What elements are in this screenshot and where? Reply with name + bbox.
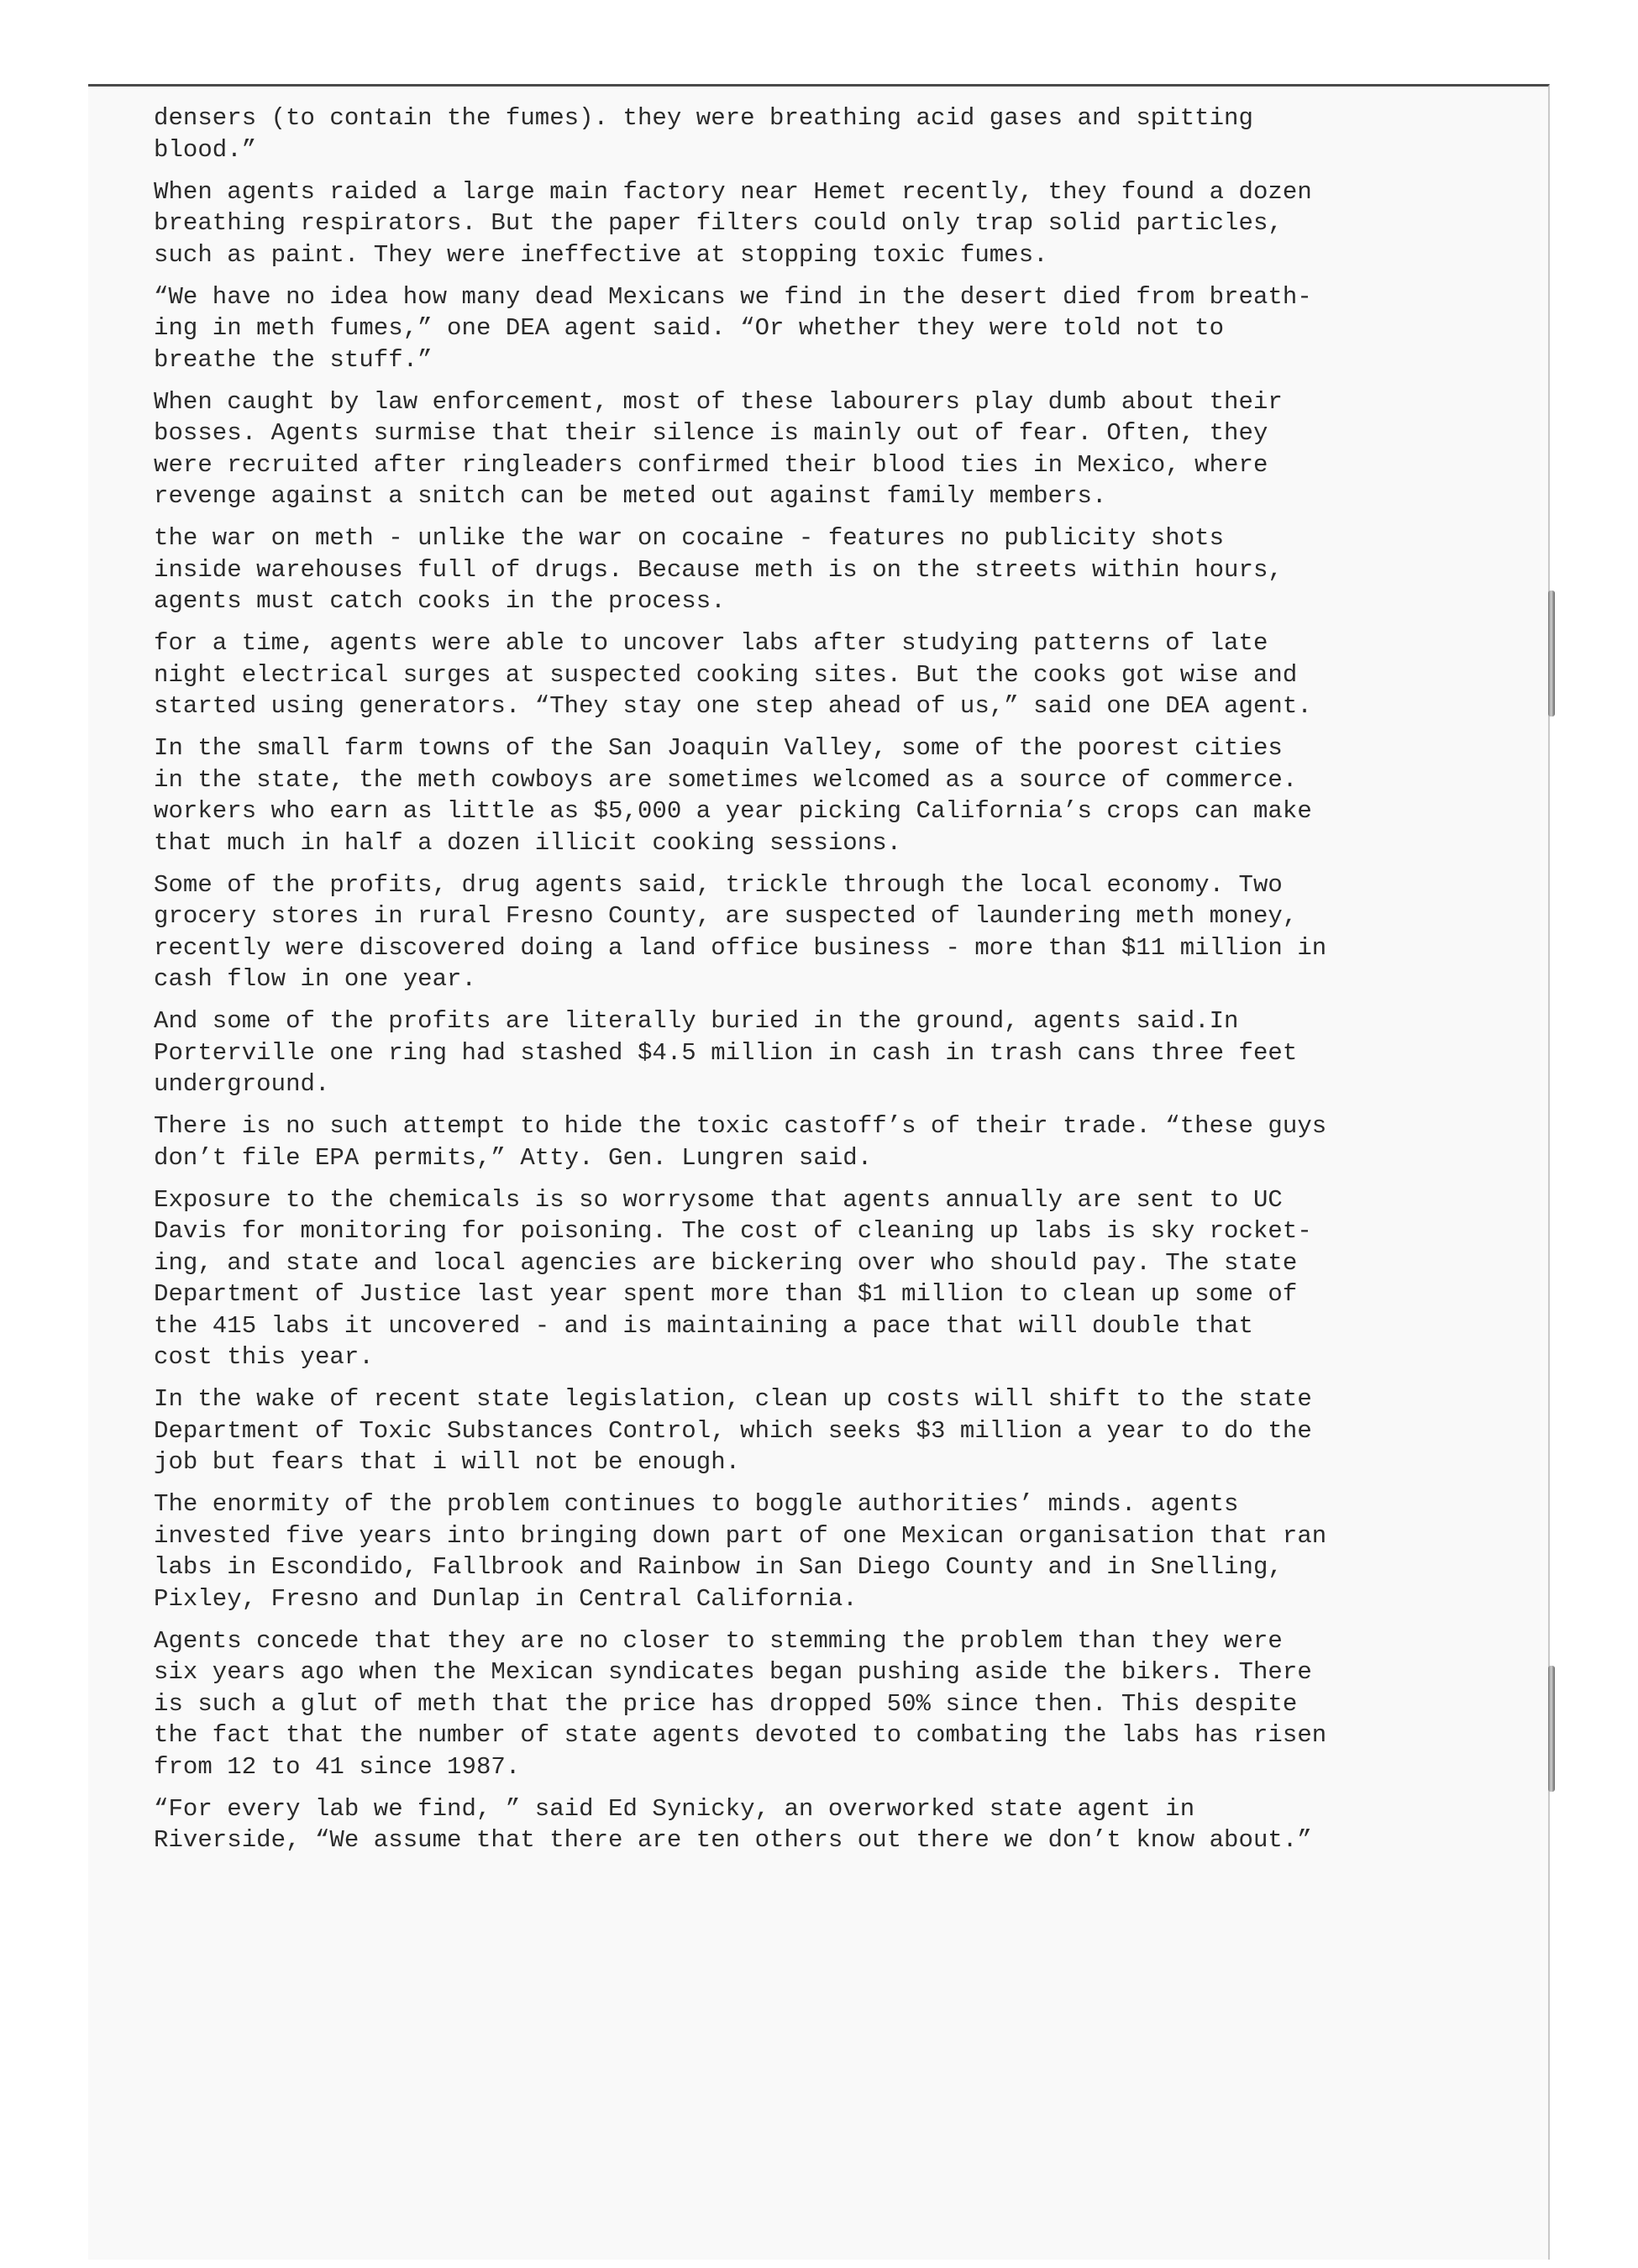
- paragraph: [154, 627, 1414, 722]
- text-line: agents must catch cooks in the process.: [154, 587, 726, 615]
- paragraph: [154, 386, 1414, 512]
- text-line: Exposure to the chemicals is so worrysome that agents annually are sent to UC: [154, 1185, 1283, 1214]
- text-line: ing in meth fumes,” one DEA agent said. “Or whether they were told not to: [154, 314, 1225, 342]
- paragraph: [154, 1184, 1414, 1373]
- text-line: Davis for monitoring for poisoning. The cost of cleaning up labs is sky rocket-: [154, 1217, 1312, 1245]
- text-line: Agents concede that they are no closer to stemming the problem than they were: [154, 1626, 1283, 1655]
- paragraph: [154, 1488, 1414, 1614]
- text-line: underground.: [154, 1070, 330, 1098]
- paragraph: [154, 176, 1414, 271]
- text-line: the war on meth - unlike the war on cocaine - features no publicity shots: [154, 524, 1225, 552]
- paragraph: [154, 522, 1414, 617]
- text-line: Department of Justice last year spent more than $1 million to clean up some of: [154, 1280, 1298, 1308]
- text-line: the 415 labs it uncovered - and is maintaining a pace that will double that: [154, 1311, 1253, 1340]
- text-line: grocery stores in rural Fresno County, are suspected of laundering meth money,: [154, 902, 1298, 930]
- text-line: There is no such attempt to hide the toxic castoff’s of their trade. “these guys: [154, 1112, 1327, 1140]
- text-line: six years ago when the Mexican syndicates began pushing aside the bikers. There: [154, 1658, 1312, 1686]
- text-line: breathing respirators. But the paper filters could only trap solid particles,: [154, 209, 1283, 237]
- text-line: In the small farm towns of the San Joaquin Valley, some of the poorest cities: [154, 734, 1283, 762]
- text-line: When agents raided a large main factory near Hemet recently, they found a dozen: [154, 177, 1312, 206]
- text-line: workers who earn as little as $5,000 a year picking California’s crops can make: [154, 797, 1312, 825]
- text-line: bosses. Agents surmise that their silence is mainly out of fear. Often, they: [154, 419, 1268, 447]
- text-line: started using generators. “They stay one step ahead of us,” said one DEA agent.: [154, 692, 1312, 720]
- paragraph: [154, 281, 1414, 376]
- text-line: The enormity of the problem continues to boggle authorities’ minds. agents: [154, 1490, 1239, 1518]
- text-line: job but fears that i will not be enough.: [154, 1448, 741, 1476]
- text-line: densers (to contain the fumes). they were breathing acid gases and spitting: [154, 104, 1253, 132]
- paragraph: [154, 1110, 1414, 1173]
- staple: [1548, 591, 1555, 717]
- text-line: Riverside, “We assume that there are ten others out there we don’t know about.”: [154, 1826, 1312, 1854]
- text-line: labs in Escondido, Fallbrook and Rainbow in San Diego County and in Snelling,: [154, 1553, 1283, 1581]
- text-line: don’t file EPA permits,” Atty. Gen. Lungren said.: [154, 1143, 873, 1172]
- text-line: In the wake of recent state legislation, clean up costs will shift to the state: [154, 1385, 1312, 1413]
- text-line: “We have no idea how many dead Mexicans we find in the desert died from breath-: [154, 282, 1312, 311]
- text-line: that much in half a dozen illicit cooking sessions.: [154, 828, 902, 857]
- text-line: such as paint. They were ineffective at stopping toxic fumes.: [154, 240, 1048, 269]
- paragraph: [154, 1383, 1414, 1478]
- paragraph: [154, 869, 1414, 995]
- text-line: the fact that the number of state agents devoted to combating the labs has risen: [154, 1721, 1327, 1749]
- text-line: ing, and state and local agencies are bickering over who should pay. The state: [154, 1248, 1298, 1277]
- text-line: And some of the profits are literally buried in the ground, agents said.In: [154, 1007, 1239, 1035]
- paragraph: [154, 1625, 1414, 1783]
- text-line: Department of Toxic Substances Control, which seeks $3 million a year to do the: [154, 1416, 1312, 1445]
- staple: [1548, 1666, 1555, 1792]
- text-line: is such a glut of meth that the price has dropped 50% since then. This despite: [154, 1689, 1298, 1718]
- text-line: breathe the stuff.”: [154, 345, 433, 374]
- text-line: for a time, agents were able to uncover labs after studying patterns of late: [154, 629, 1268, 657]
- text-line: in the state, the meth cowboys are sometimes welcomed as a source of commerce.: [154, 765, 1298, 794]
- paragraph: [154, 732, 1414, 858]
- paragraph: [154, 1793, 1414, 1856]
- text-line: cost this year.: [154, 1343, 374, 1371]
- text-line: When caught by law enforcement, most of these labourers play dumb about their: [154, 387, 1283, 416]
- text-line: were recruited after ringleaders confirmed their blood ties in Mexico, where: [154, 450, 1268, 479]
- text-line: Pixley, Fresno and Dunlap in Central California.: [154, 1584, 858, 1613]
- text-line: invested five years into bringing down part of one Mexican organisation that ran: [154, 1521, 1327, 1550]
- text-line: “For every lab we find, ” said Ed Synicky, an overworked state agent in: [154, 1794, 1195, 1823]
- text-line: Some of the profits, drug agents said, trickle through the local economy. Two: [154, 870, 1283, 899]
- paragraph: [154, 1005, 1414, 1100]
- text-line: cash flow in one year.: [154, 965, 476, 993]
- paragraph: [154, 102, 1414, 165]
- text-line: Porterville one ring had stashed $4.5 million in cash in trash cans three feet: [154, 1038, 1298, 1067]
- text-line: blood.”: [154, 135, 257, 164]
- text-line: revenge against a snitch can be meted out against family members.: [154, 482, 1107, 510]
- article-body: [154, 102, 1414, 1866]
- text-line: inside warehouses full of drugs. Because meth is on the streets within hours,: [154, 555, 1283, 584]
- text-line: night electrical surges at suspected cooking sites. But the cooks got wise and: [154, 660, 1298, 689]
- text-line: recently were discovered doing a land office business - more than $11 million in: [154, 933, 1327, 962]
- text-line: from 12 to 41 since 1987.: [154, 1752, 521, 1781]
